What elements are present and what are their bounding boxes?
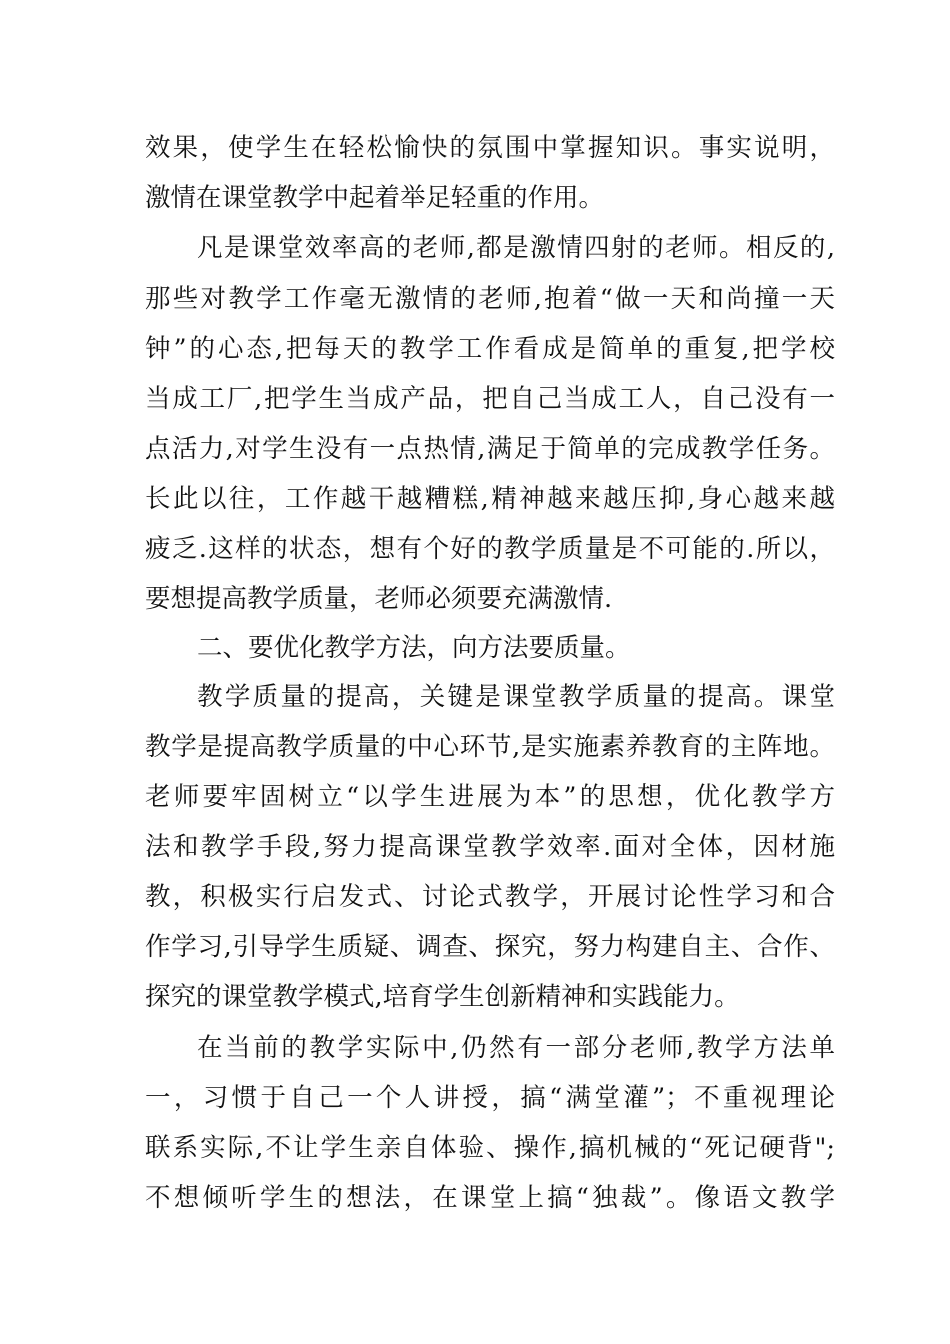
text-line-14: 老师要牢固树立“以学生进展为本”的思想，优化教学方	[145, 782, 835, 812]
text-line-7: 点活力,对学生没有一点热情,满足于简单的完成教学任务。	[145, 434, 835, 464]
text-line-15: 法和教学手段,努力提高课堂教学效率.面对全体，因材施	[145, 832, 835, 862]
text-line-12: 教学质量的提高，关键是课堂教学质量的提高。课堂	[197, 682, 835, 712]
text-line-17: 作学习,引导学生质疑、调查、探究，努力构建自主、合作、	[145, 932, 835, 962]
text-line-5: 钟”的心态,把每天的教学工作看成是简单的重复,把学校	[145, 334, 835, 364]
text-line-4: 那些对教学工作毫无激情的老师,抱着“做一天和尚撞一天	[145, 284, 835, 314]
text-line-18: 探究的课堂教学模式,培育学生创新精神和实践能力。	[145, 982, 740, 1012]
text-line-6: 当成工厂,把学生当成产品，把自己当成工人，自己没有一	[145, 384, 835, 414]
text-line-8: 长此以往，工作越干越糟糕,精神越来越压抑,身心越来越	[145, 484, 835, 514]
text-line-9: 疲乏.这样的状态，想有个好的教学质量是不可能的.所以，	[145, 534, 835, 564]
text-line-3: 凡是课堂效率高的老师,都是激情四射的老师。相反的,	[197, 233, 835, 263]
text-line-10: 要想提高教学质量，老师必须要充满激情.	[145, 584, 613, 614]
text-line-1: 效果，使学生在轻松愉快的氛围中掌握知识。事实说明，	[145, 133, 835, 163]
text-line-2: 激情在课堂教学中起着举足轻重的作用。	[145, 183, 605, 213]
text-line-16: 教，积极实行启发式、讨论式教学，开展讨论性学习和合	[145, 882, 835, 912]
text-line-19: 在当前的教学实际中,仍然有一部分老师,教学方法单	[197, 1033, 835, 1063]
text-line-13: 教学是提高教学质量的中心环节,是实施素养教育的主阵地。	[145, 732, 835, 762]
text-line-22: 不想倾听学生的想法，在课堂上搞“独裁”。像语文教学	[145, 1183, 835, 1213]
text-line-20: 一，习惯于自己一个人讲授，搞“满堂灌”；不重视理论	[145, 1083, 835, 1113]
text-line-21: 联系实际,不让学生亲自体验、操作,搞机械的“死记硬背";	[145, 1133, 835, 1163]
section-heading: 二、要优化教学方法，向方法要质量。	[197, 633, 631, 663]
